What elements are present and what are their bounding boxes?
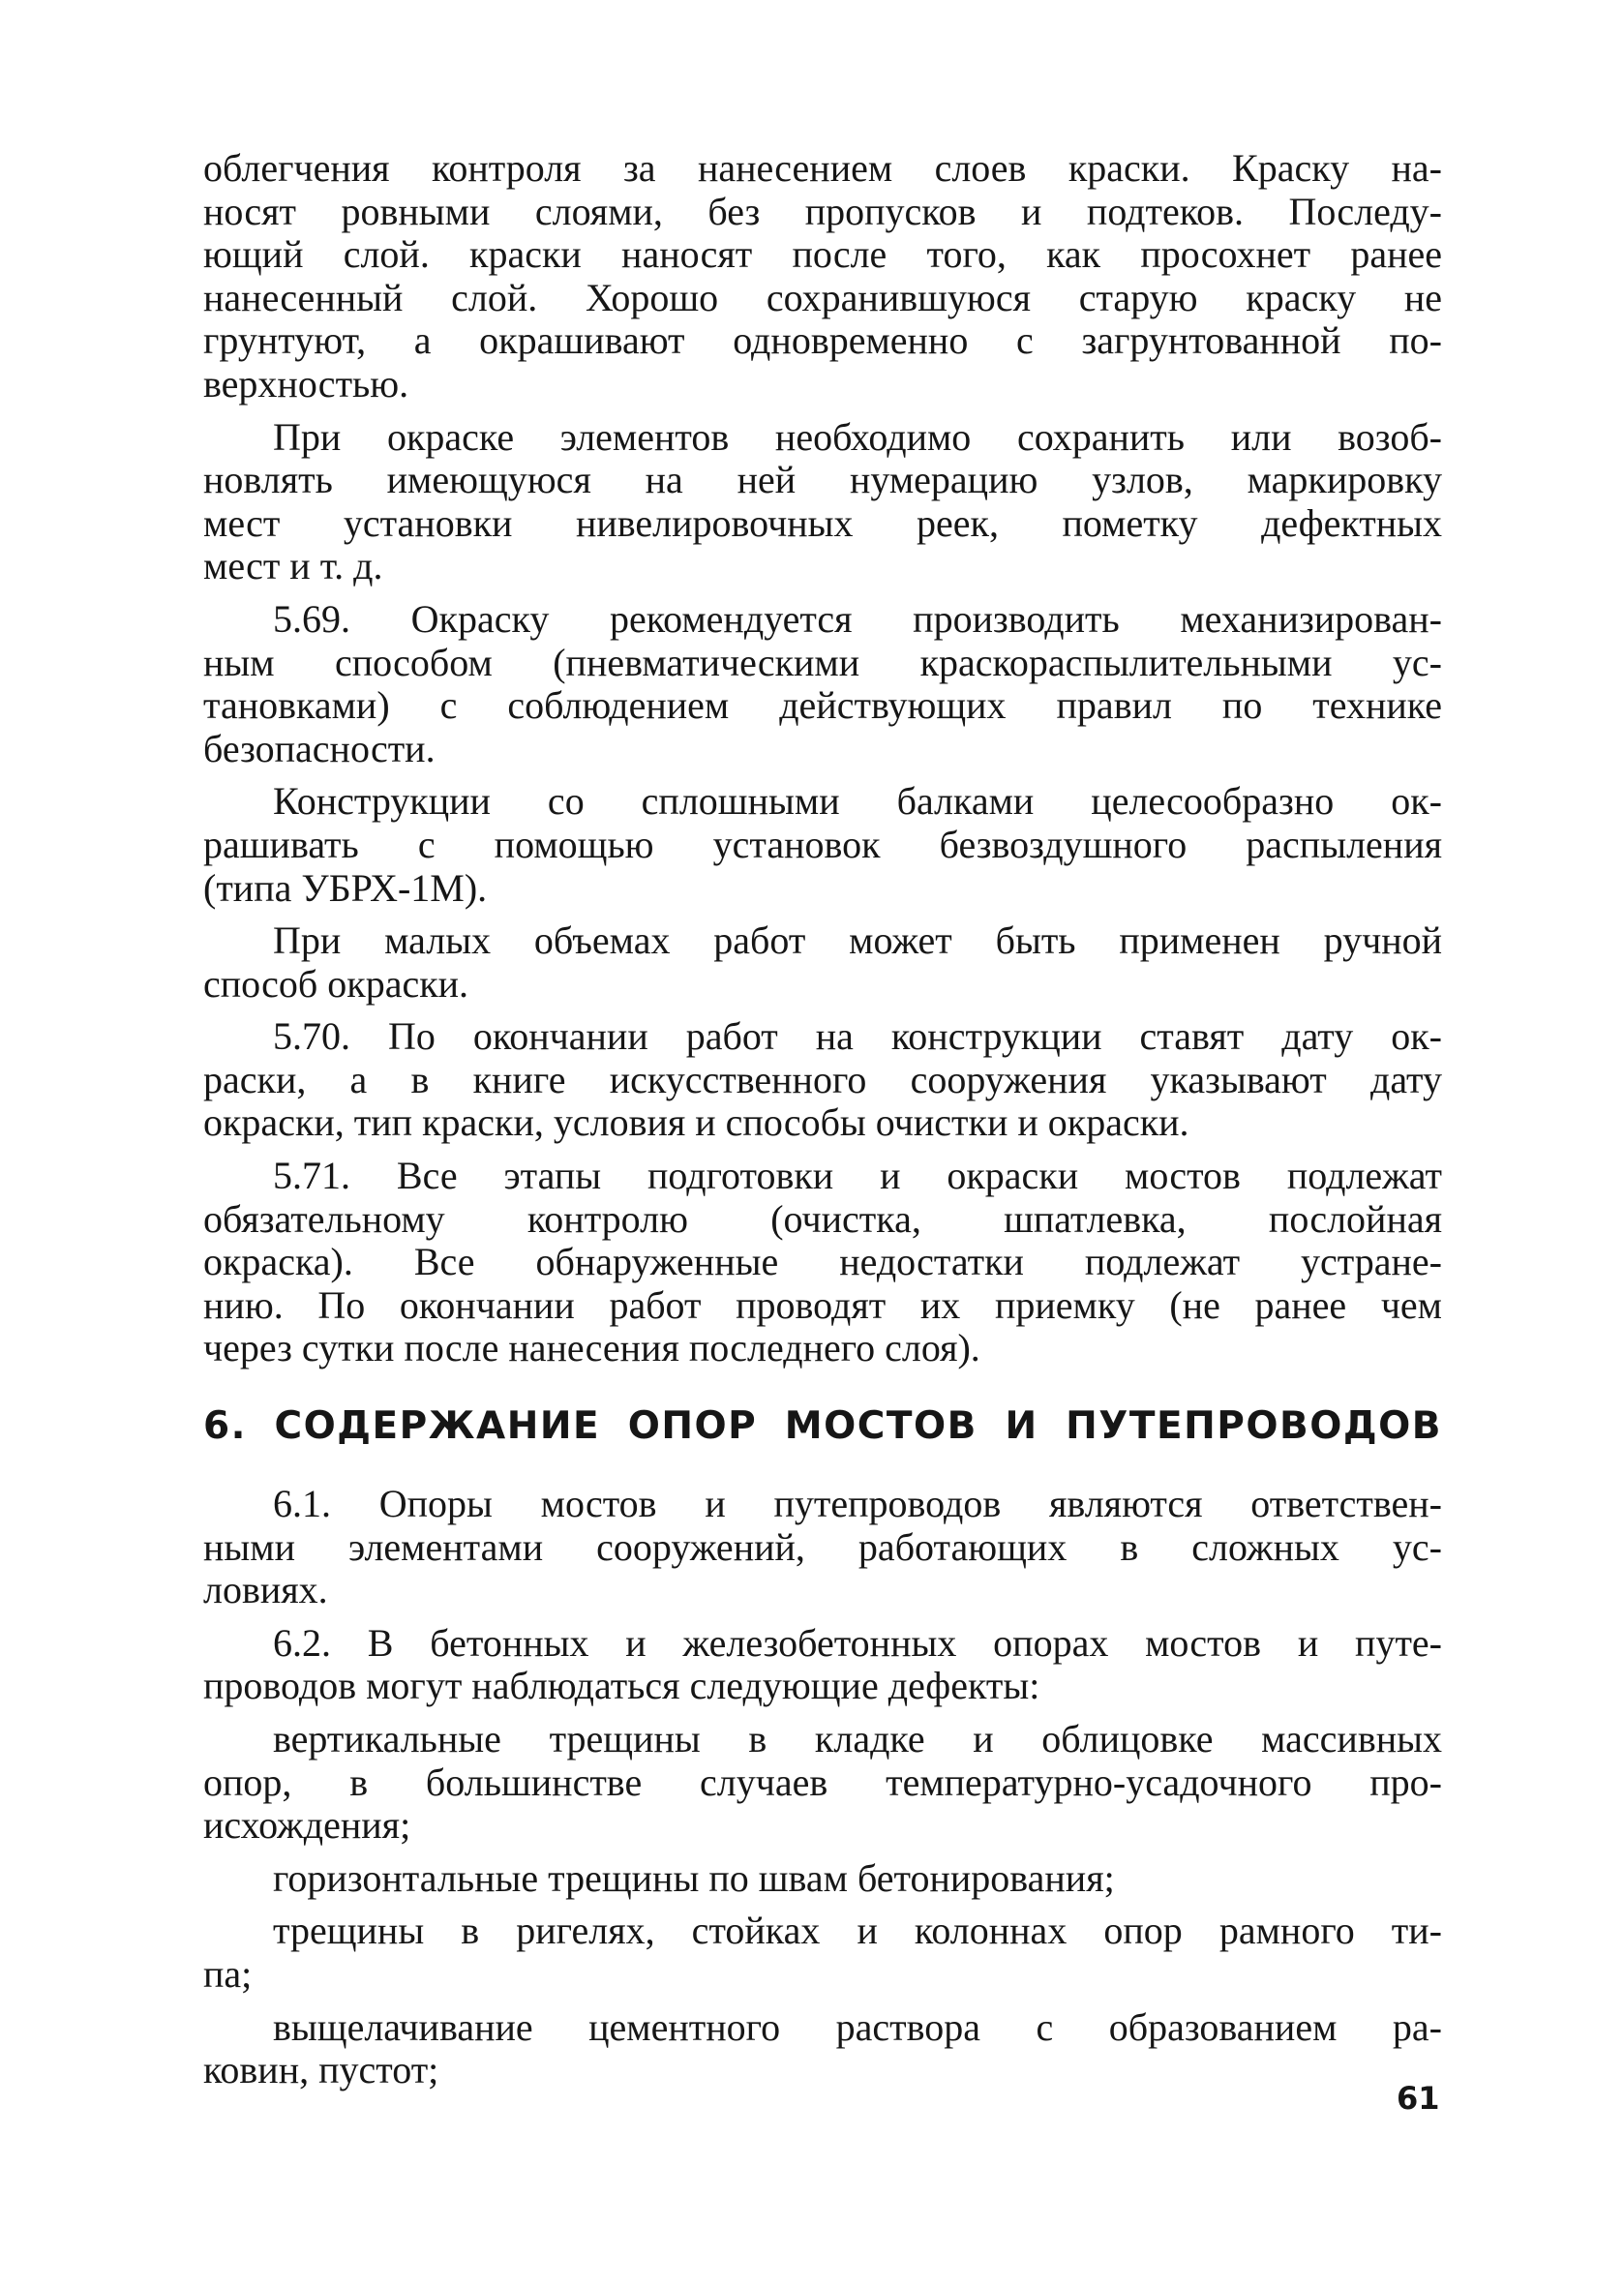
text-line: носят ровными слоями, без пропусков и подтеков. Последу- xyxy=(203,189,1442,233)
paragraph xyxy=(203,780,1442,910)
text-line: трещины в ригелях, стойках и колоннах опор рамного ти- xyxy=(273,1909,1442,1953)
text-line: безопасности. xyxy=(203,726,436,770)
paragraph xyxy=(203,1718,1442,1848)
paragraph xyxy=(203,1155,1442,1370)
paragraph xyxy=(203,1622,1442,1708)
text-line: новлять имеющуюся на ней нумерацию узлов, маркировку xyxy=(203,458,1442,502)
text-line: мест установки нивелировочных реек, пометку дефектных xyxy=(203,500,1442,545)
text-line: 6.2. В бетонных и железобетонных опорах мостов и путе- xyxy=(273,1620,1442,1665)
text-line: вертикальные трещины в кладке и облицовке массивных xyxy=(273,1717,1442,1760)
page-number: 61 xyxy=(1397,2080,1440,2117)
text-line: При малых объемах работ может быть применен ручной xyxy=(273,918,1442,963)
text-line: рашивать с помощью установок безвоздушного распыления xyxy=(203,822,1442,866)
text-line: нию. По окончании работ проводят их приемку (не ранее чем xyxy=(203,1282,1442,1327)
text-line: 5.71. Все этапы подготовки и окраски мостов подлежат xyxy=(273,1154,1442,1198)
text-line: При окраске элементов необходимо сохранить или возоб- xyxy=(273,414,1442,459)
text-line: ным способом (пневматическими краскораспылительными ус- xyxy=(203,640,1442,684)
text-line: проводов могут наблюдаться следующие дефекты: xyxy=(203,1664,1040,1708)
text-line: раски, а в книге искусственного сооружения указывают дату xyxy=(203,1057,1442,1101)
paragraph xyxy=(203,919,1442,1006)
text-line: через сутки после нанесения последнего слоя). xyxy=(203,1326,980,1370)
text-line: ковин, пустот; xyxy=(203,2048,439,2092)
paragraph xyxy=(203,416,1442,588)
page-body xyxy=(203,147,1442,2102)
text-line: нанесенный слой. Хорошо сохранившуюся старую краску не xyxy=(203,275,1442,319)
body-text-before-heading xyxy=(203,147,1442,1370)
text-line: мест и т. д. xyxy=(203,544,383,588)
text-line: опор, в большинстве случаев температурно-усадочного про- xyxy=(203,1760,1442,1804)
section-heading: 6. СОДЕРЖАНИЕ ОПОР МОСТОВ И ПУТЕПРОВОДОВ xyxy=(203,1404,1442,1449)
paragraph xyxy=(203,1857,1442,1901)
text-line: выщелачивание цементного раствора с образованием ра- xyxy=(273,2004,1442,2049)
text-line: па; xyxy=(203,1951,253,1996)
text-line: Конструкции со сплошными балками целесообразно ок- xyxy=(273,779,1442,824)
text-line: тановками) с соблюдением действующих правил по технике xyxy=(203,683,1442,728)
text-line: 5.70. По окончании работ на конструкции ставят дату ок- xyxy=(273,1014,1442,1059)
text-line: облегчения контроля за нанесением слоев краски. Краску на- xyxy=(203,146,1442,190)
text-line: исхождения; xyxy=(203,1803,411,1848)
text-line: ными элементами сооружений, работающих в сложных ус- xyxy=(203,1524,1442,1569)
text-line: (типа УБРХ-1М). xyxy=(203,865,488,910)
paragraph xyxy=(203,147,1442,406)
paragraph xyxy=(203,598,1442,770)
text-line: способ окраски. xyxy=(203,961,469,1006)
text-line: ловиях. xyxy=(203,1568,328,1612)
body-text-after-heading xyxy=(203,1483,1442,2092)
text-line: ющий слой. краски наносят после того, как просохнет ранее xyxy=(203,232,1442,277)
text-line: обязательному контролю (очистка, шпатлевка, послойная xyxy=(203,1196,1442,1241)
text-line: горизонтальные трещины по швам бетонирования; xyxy=(273,1855,1115,1900)
paragraph xyxy=(203,1910,1442,1996)
text-line: 5.69. Окраску рекомендуется производить механизирован- xyxy=(273,596,1442,641)
paragraph xyxy=(203,1015,1442,1145)
text-line: окраски, тип краски, условия и способы очистки и окраски. xyxy=(203,1100,1189,1145)
paragraph xyxy=(203,2006,1442,2092)
text-line: окраска). Все обнаруженные недостатки подлежат устране- xyxy=(203,1240,1442,1284)
text-line: грунтуют, а окрашивают одновременно с загрунтованной по- xyxy=(203,318,1442,363)
text-line: 6.1. Опоры мостов и путепроводов являются ответствен- xyxy=(273,1482,1442,1526)
text-line: верхностью. xyxy=(203,361,409,406)
paragraph xyxy=(203,1483,1442,1612)
